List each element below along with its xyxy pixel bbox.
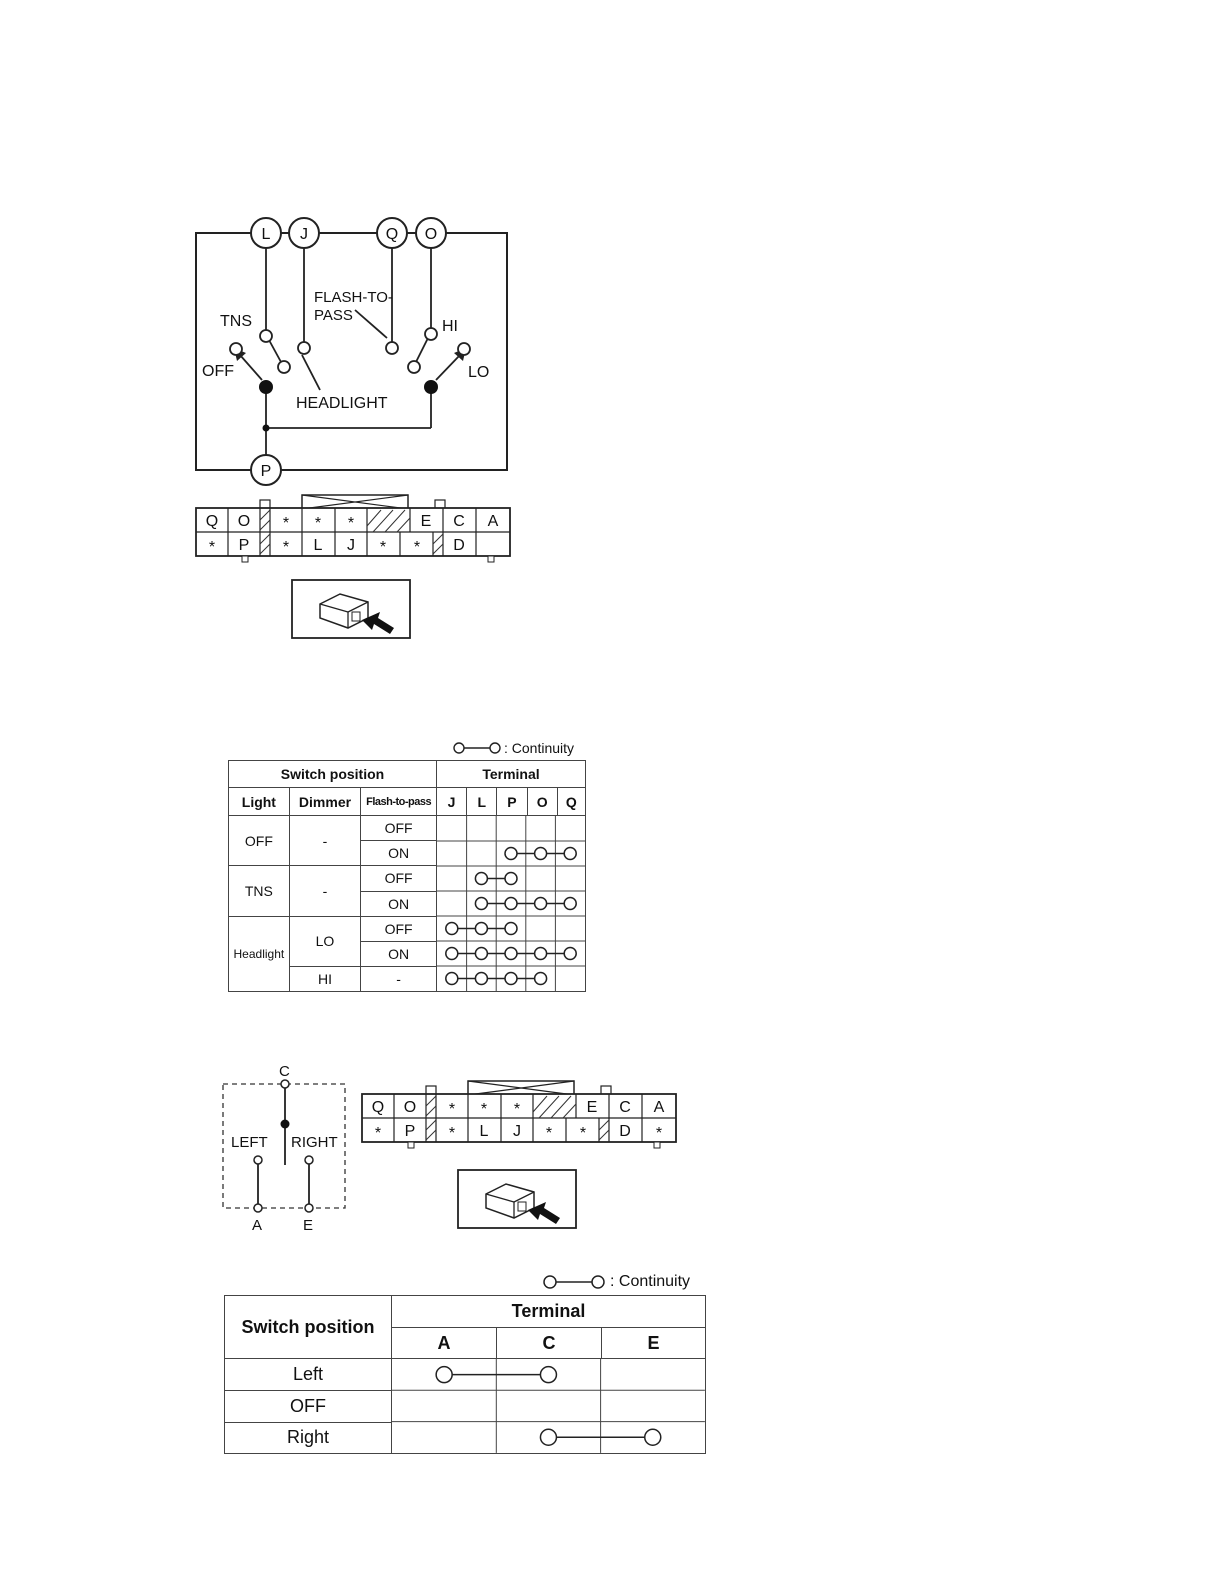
row-flash: ON bbox=[361, 891, 437, 916]
label-lo: LO bbox=[468, 364, 490, 381]
continuity-grid-1 bbox=[436, 816, 585, 992]
terminal-l bbox=[251, 218, 281, 248]
label-tns: TNS bbox=[220, 313, 252, 330]
hdr-flash-to-pass: Flash-to-pass bbox=[361, 788, 437, 816]
row-light-off: OFF bbox=[229, 816, 290, 866]
connector-face-2 bbox=[356, 1076, 686, 1236]
hdr-term-o: O bbox=[527, 788, 557, 816]
svg-text:O: O bbox=[424, 226, 438, 243]
conn1-bot-star2: * bbox=[282, 539, 290, 556]
continuity-node bbox=[446, 973, 458, 985]
t2-row-right: Right bbox=[225, 1422, 392, 1453]
terminal-q bbox=[377, 218, 407, 248]
connector-view-icon bbox=[458, 1170, 576, 1228]
hdr-term-p: P bbox=[497, 788, 527, 816]
conn1-bot-l: L bbox=[313, 537, 323, 554]
continuity-node bbox=[564, 848, 576, 860]
continuity-node bbox=[475, 973, 487, 985]
continuity-node bbox=[505, 973, 517, 985]
row-light-headlight: Headlight bbox=[229, 916, 290, 992]
terminal-j bbox=[289, 218, 319, 248]
conn1-top-star1: * bbox=[282, 515, 290, 532]
conn2-bot-star5: * bbox=[655, 1125, 663, 1142]
continuity-node bbox=[505, 848, 517, 860]
svg-text:P: P bbox=[260, 463, 272, 480]
continuity-node bbox=[540, 1429, 556, 1445]
row-light-tns: TNS bbox=[229, 866, 290, 917]
conn1-bot-star4: * bbox=[413, 539, 421, 556]
turn-label-left: LEFT bbox=[231, 1134, 268, 1151]
conn1-bot-d: D bbox=[453, 537, 465, 554]
hdr-switch-position: Switch position bbox=[229, 761, 437, 788]
conn2-bot-star2: * bbox=[448, 1125, 456, 1142]
continuity-legend-1 bbox=[452, 740, 574, 756]
continuity-node bbox=[505, 923, 517, 935]
continuity-legend-2 bbox=[542, 1272, 690, 1292]
continuity-node bbox=[475, 873, 487, 885]
conn2-top-a: A bbox=[653, 1099, 665, 1116]
legend-text-1: : Continuity bbox=[504, 740, 575, 756]
hdr-term-q: Q bbox=[557, 788, 585, 816]
conn2-top-e: E bbox=[586, 1099, 598, 1116]
hdr-light: Light bbox=[229, 788, 290, 816]
connector-view-icon bbox=[292, 580, 410, 638]
conn1-top-star3: * bbox=[347, 515, 355, 532]
turn-label-right: RIGHT bbox=[291, 1134, 338, 1151]
continuity-node bbox=[475, 948, 487, 960]
t2-hdr-switch-position: Switch position bbox=[225, 1296, 392, 1359]
headlight-continuity-table bbox=[228, 760, 586, 992]
turn-continuity-table bbox=[224, 1295, 706, 1454]
hdr-term-j: J bbox=[436, 788, 466, 816]
row-flash: OFF bbox=[361, 816, 437, 841]
conn1-top-q: Q bbox=[205, 513, 219, 530]
conn1-bot-star1: * bbox=[208, 539, 216, 556]
row-dimmer-tns: - bbox=[289, 866, 360, 917]
conn2-top-q: Q bbox=[371, 1099, 385, 1116]
label-headlight: HEADLIGHT bbox=[296, 395, 388, 412]
svg-text:Q: Q bbox=[385, 226, 399, 243]
conn2-top-c: C bbox=[619, 1099, 631, 1116]
t2-hdr-term-e: E bbox=[602, 1328, 706, 1359]
continuity-node bbox=[505, 873, 517, 885]
hdr-dimmer: Dimmer bbox=[289, 788, 360, 816]
conn2-bot-j: J bbox=[513, 1123, 521, 1140]
conn2-top-star1: * bbox=[448, 1101, 456, 1118]
row-flash: ON bbox=[361, 841, 437, 866]
row-flash: OFF bbox=[361, 916, 437, 942]
continuity-marks-2 bbox=[392, 1359, 705, 1453]
conn1-bot-star3: * bbox=[379, 539, 387, 556]
turn-label-e: E bbox=[303, 1217, 314, 1234]
conn1-bot-p: P bbox=[238, 537, 250, 554]
conn2-bot-d: D bbox=[619, 1123, 631, 1140]
row-dimmer-lo: LO bbox=[289, 916, 360, 967]
continuity-marks-1 bbox=[437, 816, 585, 991]
legend-text-2: : Continuity bbox=[610, 1273, 691, 1290]
conn1-top-c: C bbox=[453, 513, 465, 530]
continuity-grid-2 bbox=[392, 1359, 706, 1454]
switch-wiring bbox=[240, 248, 460, 455]
continuity-node bbox=[564, 948, 576, 960]
connector-face-1 bbox=[190, 490, 520, 650]
svg-text:L: L bbox=[261, 226, 271, 243]
continuity-node bbox=[436, 1367, 452, 1383]
label-off: OFF bbox=[202, 363, 234, 380]
continuity-node bbox=[446, 948, 458, 960]
continuity-node bbox=[535, 948, 547, 960]
conn2-bot-p: P bbox=[404, 1123, 416, 1140]
row-dimmer-hi: HI bbox=[289, 967, 360, 992]
conn2-bot-star3: * bbox=[545, 1125, 553, 1142]
continuity-node bbox=[535, 898, 547, 910]
terminal-p bbox=[251, 455, 281, 485]
continuity-node bbox=[446, 923, 458, 935]
svg-text:J: J bbox=[300, 226, 308, 243]
row-flash: - bbox=[361, 967, 437, 992]
turn-label-a: A bbox=[252, 1217, 263, 1234]
label-flash-2: PASS bbox=[314, 307, 353, 324]
continuity-symbol-icon bbox=[452, 740, 502, 756]
turn-switch-diagram bbox=[215, 1060, 355, 1235]
continuity-node bbox=[645, 1429, 661, 1445]
continuity-node bbox=[475, 898, 487, 910]
label-hi: HI bbox=[442, 318, 458, 335]
conn2-bot-star4: * bbox=[579, 1125, 587, 1142]
turn-label-c: C bbox=[279, 1063, 290, 1080]
t2-hdr-term-a: A bbox=[392, 1328, 497, 1359]
conn1-bot-j: J bbox=[347, 537, 355, 554]
conn2-top-star2: * bbox=[480, 1101, 488, 1118]
t2-row-off: OFF bbox=[225, 1391, 392, 1422]
conn1-top-o: O bbox=[237, 513, 251, 530]
continuity-node bbox=[505, 948, 517, 960]
t2-row-left: Left bbox=[225, 1359, 392, 1391]
conn1-top-e: E bbox=[420, 513, 432, 530]
hdr-terminal: Terminal bbox=[436, 761, 585, 788]
conn1-top-star2: * bbox=[314, 515, 322, 532]
terminal-o bbox=[416, 218, 446, 248]
continuity-node bbox=[540, 1367, 556, 1383]
conn2-top-star3: * bbox=[513, 1101, 521, 1118]
row-flash: ON bbox=[361, 942, 437, 967]
continuity-node bbox=[535, 848, 547, 860]
continuity-node bbox=[505, 898, 517, 910]
row-flash: OFF bbox=[361, 866, 437, 892]
continuity-symbol-icon bbox=[542, 1272, 606, 1292]
conn2-top-o: O bbox=[403, 1099, 417, 1116]
hdr-term-l: L bbox=[467, 788, 497, 816]
row-dimmer-off: - bbox=[289, 816, 360, 866]
conn2-bot-l: L bbox=[479, 1123, 489, 1140]
continuity-node bbox=[475, 923, 487, 935]
t2-hdr-terminal: Terminal bbox=[392, 1296, 706, 1328]
conn2-bot-star1: * bbox=[374, 1125, 382, 1142]
continuity-node bbox=[564, 898, 576, 910]
conn1-top-a: A bbox=[487, 513, 499, 530]
label-flash-1: FLASH-TO- bbox=[314, 289, 393, 306]
t2-hdr-term-c: C bbox=[497, 1328, 602, 1359]
continuity-node bbox=[535, 973, 547, 985]
